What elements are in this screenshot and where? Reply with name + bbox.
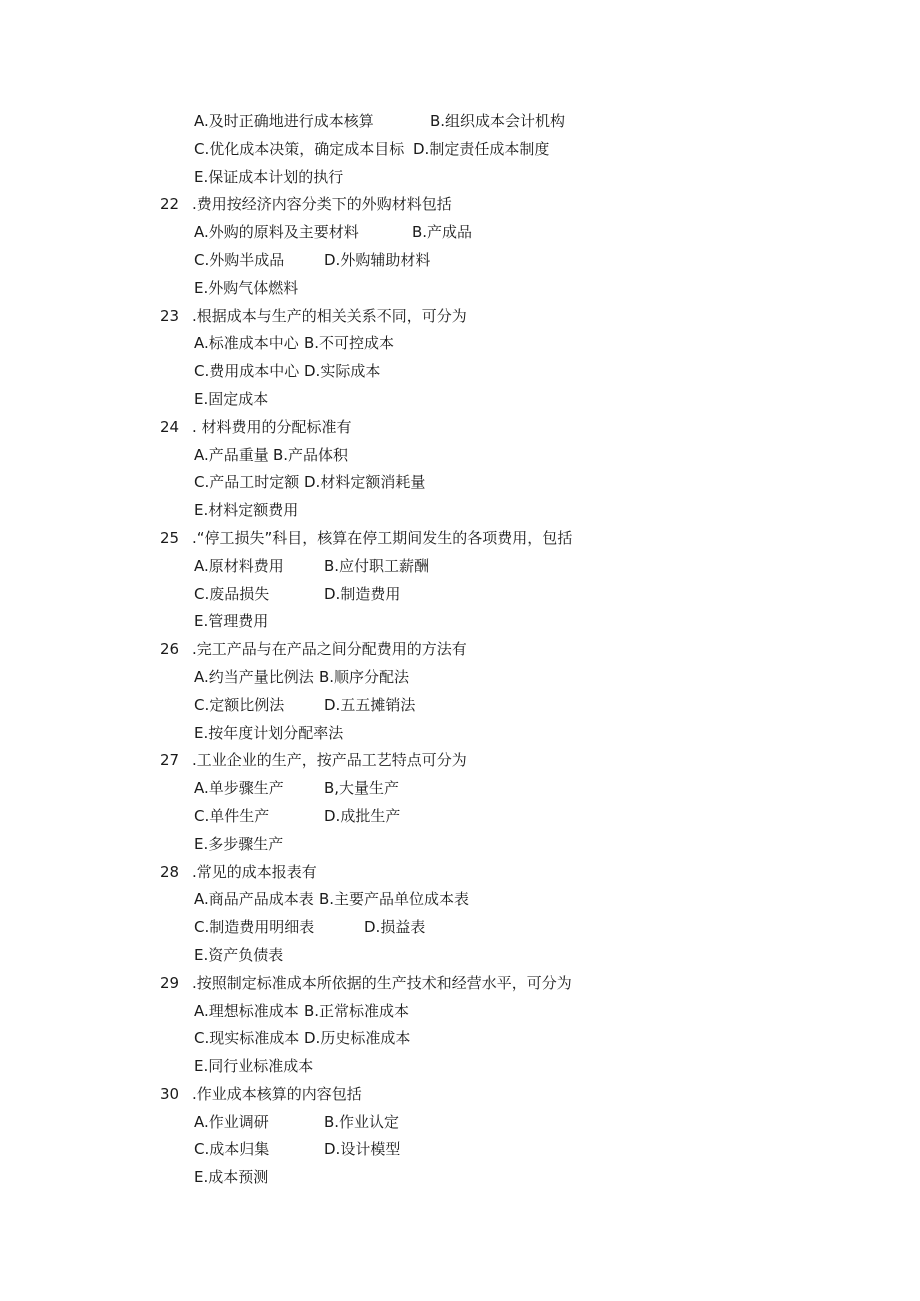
q22-option-d: D.外购辅助材料 xyxy=(324,250,431,269)
q28-option-b: B.主要产品单位成本表 xyxy=(319,890,470,909)
q22-option-e: E.外购气体燃料 xyxy=(194,278,299,297)
question-number: 27 xyxy=(160,751,180,770)
q23-option-e: E.固定成本 xyxy=(194,389,269,408)
q22-option-row-cd xyxy=(0,247,920,275)
question-text: .按照制定标准成本所依据的生产技术和经营水平，可分为 xyxy=(192,973,572,992)
question-27 xyxy=(0,747,920,775)
q27-option-row-e xyxy=(0,831,920,859)
q26-option-row-cd xyxy=(0,692,920,720)
q22-option-c: C.外购半成品 xyxy=(194,250,285,269)
q24-option-row-cd xyxy=(0,469,920,497)
q25-option-d: D.制造费用 xyxy=(324,584,401,603)
q28-option-row-ab xyxy=(0,886,920,914)
question-text: .作业成本核算的内容包括 xyxy=(192,1084,362,1103)
q26-option-b: B.顺序分配法 xyxy=(319,667,410,686)
q25-option-row-cd xyxy=(0,581,920,609)
question-text: .工业企业的生产，按产品工艺特点可分为 xyxy=(192,751,467,770)
question-text: .根据成本与生产的相关关系不同，可分为 xyxy=(192,306,467,325)
exam-page xyxy=(0,108,920,1192)
q25-option-b: B.应付职工薪酬 xyxy=(324,556,430,575)
q29-option-row-e xyxy=(0,1053,920,1081)
q24-option-e: E.材料定额费用 xyxy=(194,501,299,520)
q22-option-b: B.产成品 xyxy=(412,223,473,242)
q29-option-row-cd xyxy=(0,1025,920,1053)
q23-option-row-ab xyxy=(0,330,920,358)
question-text: .完工产品与在产品之间分配费用的方法有 xyxy=(192,640,467,659)
q27-option-a: A.单步骤生产 xyxy=(194,779,284,798)
q27-option-row-cd xyxy=(0,803,920,831)
q25-option-e: E.管理费用 xyxy=(194,612,269,631)
question-23 xyxy=(0,303,920,331)
q29-option-a: A.理想标准成本 xyxy=(194,1001,299,1020)
question-text: .“停工损失”科目，核算在停工期间发生的各项费用，包括 xyxy=(192,528,573,547)
q21-option-d: D.制定责任成本制度 xyxy=(413,139,550,158)
q26-option-row-e xyxy=(0,720,920,748)
q27-option-c: C.单件生产 xyxy=(194,806,270,825)
question-text: .费用按经济内容分类下的外购材料包括 xyxy=(192,195,452,214)
q24-option-b: B.产品体积 xyxy=(273,445,349,464)
question-number: 25 xyxy=(160,528,180,547)
q30-option-c: C.成本归集 xyxy=(194,1140,270,1159)
q30-option-row-e xyxy=(0,1164,920,1192)
q28-option-e: E.资产负债表 xyxy=(194,945,284,964)
q26-option-d: D.五五摊销法 xyxy=(324,695,416,714)
question-number: 24 xyxy=(160,417,180,436)
q22-option-row-ab xyxy=(0,219,920,247)
q29-option-c: C.现实标准成本 xyxy=(194,1029,300,1048)
question-28 xyxy=(0,859,920,887)
q26-option-e: E.按年度计划分配率法 xyxy=(194,723,344,742)
q27-option-d: D.成批生产 xyxy=(324,806,401,825)
question-25 xyxy=(0,525,920,553)
question-number: 23 xyxy=(160,306,180,325)
q26-option-c: C.定额比例法 xyxy=(194,695,285,714)
q30-option-row-cd xyxy=(0,1136,920,1164)
q25-option-a: A.原材料费用 xyxy=(194,556,284,575)
q21-option-e: E.保证成本计划的执行 xyxy=(194,167,344,186)
question-26 xyxy=(0,636,920,664)
q29-option-d: D.历史标准成本 xyxy=(304,1029,411,1048)
question-number: 26 xyxy=(160,640,180,659)
question-number: 28 xyxy=(160,862,180,881)
question-text: . 材料费用的分配标准有 xyxy=(192,417,352,436)
q28-option-c: C.制造费用明细表 xyxy=(194,918,315,937)
q21-option-c: C.优化成本决策，确定成本目标 xyxy=(194,139,405,158)
question-22 xyxy=(0,191,920,219)
q23-option-d: D.实际成本 xyxy=(304,362,381,381)
q24-option-a: A.产品重量 xyxy=(194,445,269,464)
q23-option-b: B.不可控成本 xyxy=(304,334,395,353)
q27-option-e: E.多步骤生产 xyxy=(194,834,284,853)
q25-option-c: C.废品损失 xyxy=(194,584,270,603)
q23-option-c: C.费用成本中心 xyxy=(194,362,300,381)
q22-option-row-e xyxy=(0,275,920,303)
q28-option-a: A.商品产品成本表 xyxy=(194,890,314,909)
q26-option-a: A.约当产量比例法 xyxy=(194,667,314,686)
question-30 xyxy=(0,1081,920,1109)
question-24 xyxy=(0,414,920,442)
q21-option-b: B.组织成本会计机构 xyxy=(430,112,566,130)
q29-option-e: E.同行业标准成本 xyxy=(194,1057,314,1076)
q29-option-b: B.正常标准成本 xyxy=(304,1001,410,1020)
q24-option-c: C.产品工时定额 xyxy=(194,473,300,492)
q30-option-e: E.成本预测 xyxy=(194,1168,269,1187)
question-text: .常见的成本报表有 xyxy=(192,862,317,881)
q29-option-row-ab xyxy=(0,998,920,1026)
q23-option-row-cd xyxy=(0,358,920,386)
q26-option-row-ab xyxy=(0,664,920,692)
q24-option-row-e xyxy=(0,497,920,525)
q23-option-row-e xyxy=(0,386,920,414)
q22-option-a: A.外购的原料及主要材料 xyxy=(194,223,359,242)
q27-option-row-ab xyxy=(0,775,920,803)
q30-option-row-ab xyxy=(0,1109,920,1137)
q25-option-row-ab xyxy=(0,553,920,581)
q28-option-d: D.损益表 xyxy=(364,918,426,937)
q25-option-row-e xyxy=(0,608,920,636)
q30-option-d: D.设计模型 xyxy=(324,1140,401,1159)
question-29 xyxy=(0,970,920,998)
q21-option-row-cd xyxy=(0,136,920,164)
q21-option-row-ab xyxy=(0,108,920,136)
q21-option-row-e xyxy=(0,164,920,192)
question-number: 29 xyxy=(160,973,180,992)
question-number: 22 xyxy=(160,195,180,214)
q30-option-b: B.作业认定 xyxy=(324,1112,400,1131)
q23-option-a: A.标准成本中心 xyxy=(194,334,299,353)
q28-option-row-e xyxy=(0,942,920,970)
question-number: 30 xyxy=(160,1084,180,1103)
q28-option-row-cd xyxy=(0,914,920,942)
q24-option-d: D.材料定额消耗量 xyxy=(304,473,426,492)
q24-option-row-ab xyxy=(0,442,920,470)
q21-option-a: A.及时正确地进行成本核算 xyxy=(194,112,374,130)
q30-option-a: A.作业调研 xyxy=(194,1112,269,1131)
q27-option-b: B,大量生产 xyxy=(324,779,400,798)
